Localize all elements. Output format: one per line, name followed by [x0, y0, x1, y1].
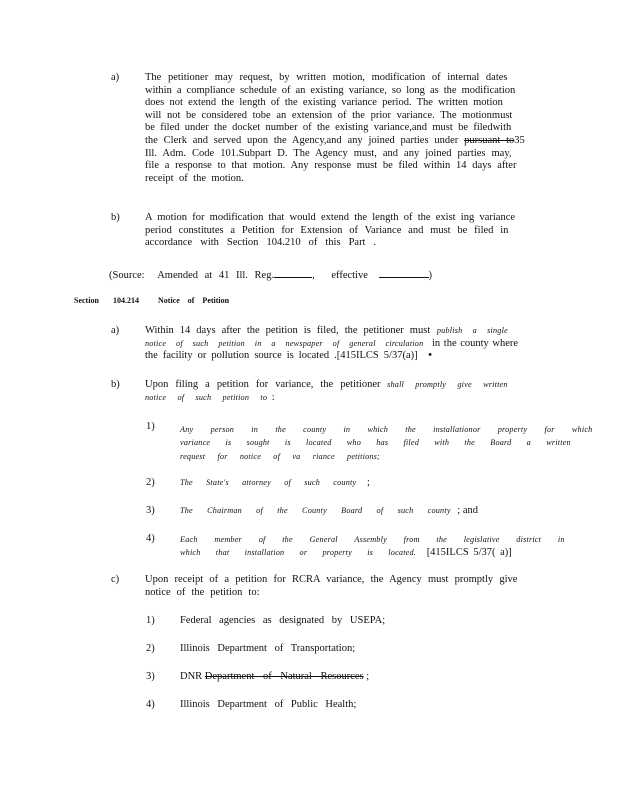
list-item	[180, 533, 565, 560]
italic-line: Any person in the county in which the installationor property for which	[180, 425, 593, 434]
italic-line: Each member of the General Assembly from the legislative district in	[180, 535, 565, 544]
text-line	[180, 671, 530, 684]
italic-span: shall promptly give written	[387, 380, 508, 389]
italic-span: notice of such petition to	[145, 392, 268, 402]
italic-span: The Chairman of the County Board of such county	[180, 506, 451, 515]
text-line	[145, 350, 530, 363]
text-line: Ill. Adm. Code 101.Subpart D. The Agency must, and any joined parties may,	[145, 147, 512, 159]
text-span: ;	[366, 671, 370, 682]
text-line: does not extend the length of the existing variance period. The written motion	[145, 97, 503, 109]
item-number: 3)	[146, 505, 155, 516]
italic-span: publish a single	[436, 326, 508, 335]
item-number: 3)	[146, 671, 155, 682]
subsection-c-text	[145, 574, 530, 599]
item-number: 2)	[146, 477, 155, 488]
subsection-b-text	[145, 212, 525, 250]
text-span: [415ILCS 5/37( a)]	[426, 547, 512, 559]
text-line: file a response to that motion. Any response must be filed within 14 days after	[145, 160, 517, 172]
item-number: 1)	[146, 421, 155, 432]
text-line	[145, 379, 530, 392]
text-span: :	[271, 391, 275, 403]
text-span: the Clerk and served upon the Agency,and any joined parties under	[145, 134, 459, 146]
source-open: (Source:	[109, 270, 145, 281]
struck-text: pursuant to	[464, 134, 515, 146]
source-amended: Amended at 41 Ill. Reg.	[157, 270, 275, 281]
italic-span: which that installation or property is located.	[180, 548, 417, 558]
source-comma: ,	[312, 270, 315, 281]
bullet-mark: •	[428, 350, 432, 362]
italic-line: request for notice of va riance petitions;	[180, 451, 380, 461]
subsection-b-text	[145, 379, 530, 404]
subsection-b-label: b)	[111, 212, 120, 223]
text-line	[180, 477, 530, 490]
text-line: will not be considered tobe an extension of the prior variance. The motionmust	[145, 109, 513, 121]
source-close: )	[428, 270, 433, 281]
text-line: accordance with Section 104.210 of this Part .	[145, 237, 377, 249]
text-line	[145, 135, 525, 148]
list-item	[180, 505, 530, 518]
section-word: Section	[74, 296, 99, 305]
text-line	[109, 268, 439, 283]
section-title: Notice of Petition	[158, 296, 230, 305]
text-line: receipt of the motion.	[145, 172, 244, 184]
subsection-c-label: c)	[111, 574, 120, 585]
text-line	[145, 392, 530, 405]
list-item	[180, 699, 530, 712]
subsection-a-text	[145, 72, 525, 185]
item-number: 1)	[146, 615, 155, 626]
text-span: Upon filing a petition for variance, the petitioner	[145, 379, 381, 390]
blank-line	[274, 268, 312, 278]
item-number: 4)	[146, 533, 155, 544]
italic-span: The State's attorney of such county	[180, 478, 357, 487]
text-span: ;	[366, 477, 370, 488]
text-span: DNR	[180, 671, 203, 682]
text-line: Illinois Department of Public Health;	[180, 699, 357, 710]
source-effective: effective	[331, 270, 368, 281]
text-span: 35	[514, 134, 525, 146]
text-line: The petitioner may request, by written motion, modification of internal dates	[145, 72, 508, 83]
item-number: 2)	[146, 643, 155, 654]
text-line: Upon receipt of a petition for RCRA variance, the Agency must promptly give	[145, 574, 518, 585]
text-line	[180, 546, 530, 559]
text-span: the facility or pollution source is located .[415ILCS 5/37(a)]	[145, 350, 418, 362]
subsection-a-label: a)	[111, 72, 120, 83]
list-item	[180, 643, 530, 656]
subsection-b-label: b)	[111, 379, 120, 390]
italic-span: notice of such petition in a newspaper of general circulation	[145, 338, 424, 348]
text-line	[145, 338, 530, 351]
source-note	[109, 268, 439, 283]
italic-line: variance is sought is located who has filed with the Board a written	[180, 438, 571, 448]
struck-text: Department of Natural Resources	[204, 671, 364, 682]
list-item	[180, 423, 593, 463]
text-line: be filed under the docket number of the existing variance,and must be filedwith	[145, 122, 512, 134]
text-line: Illinois Department of Transportation;	[180, 643, 356, 654]
subsection-a-label: a)	[111, 325, 120, 336]
section-number: 104.214	[113, 296, 139, 305]
text-span: in the county where	[431, 337, 519, 349]
item-number: 4)	[146, 699, 155, 710]
text-line	[145, 325, 530, 338]
text-line: period constitutes a Petition for Extension of Variance and must be filed in	[145, 224, 509, 236]
subsection-a-text	[145, 325, 530, 363]
text-line: A motion for modification that would extend the length of the exist ing variance	[145, 212, 516, 223]
blank-line	[379, 268, 429, 278]
list-item	[180, 477, 530, 490]
text-span: ; and	[457, 505, 478, 516]
text-line	[180, 505, 530, 518]
text-span: Within 14 days after the petition is filed, the petitioner must	[145, 325, 431, 336]
text-line: notice of the petition to:	[145, 586, 260, 598]
text-line: within a compliance schedule of an existing variance, so long as the modification	[145, 84, 516, 96]
list-item	[180, 671, 530, 684]
list-item	[180, 615, 530, 628]
text-line: Federal agencies as designated by USEPA;	[180, 615, 386, 626]
